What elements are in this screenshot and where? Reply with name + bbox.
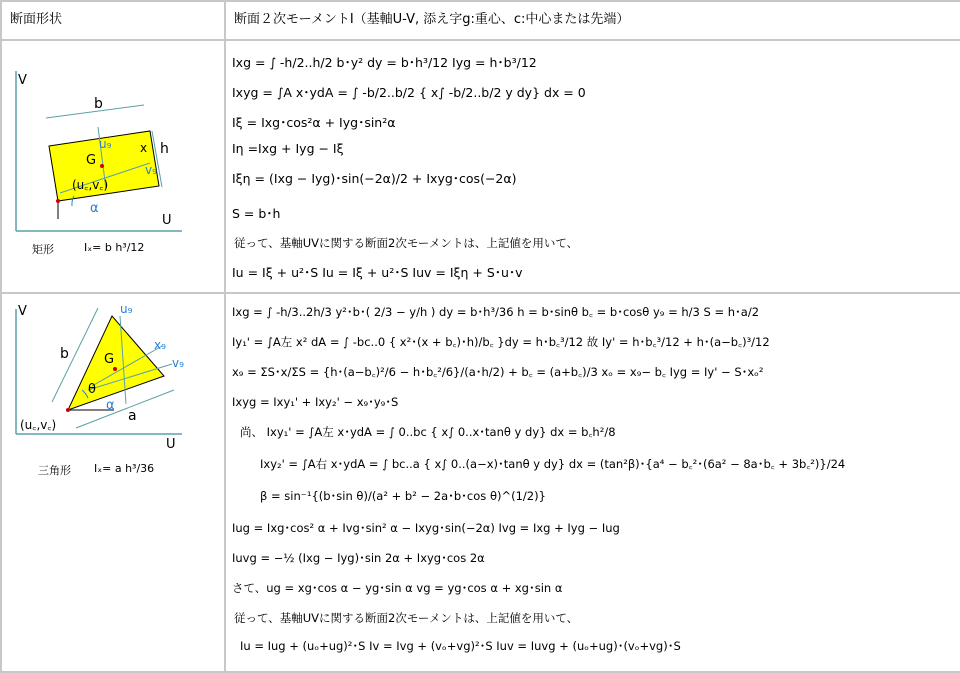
rectangle-ix: Iₓ= b h³/12 bbox=[84, 241, 145, 254]
v-axis-label: V bbox=[18, 73, 27, 88]
formula-note: 従って、基軸UVに関する断面2次モーメントは、上記値を用いて、 bbox=[234, 611, 579, 625]
u-axis-label: U bbox=[166, 437, 176, 452]
centroid-label: G bbox=[86, 153, 97, 168]
v-axis-label: V bbox=[18, 304, 27, 319]
rectangle-row bbox=[1, 40, 960, 293]
formula-line: Iη =Ixg + Iyg − Iξ bbox=[232, 141, 344, 156]
center-label: (u꜀,v꜀) bbox=[72, 178, 109, 192]
rectangle-formulas bbox=[225, 40, 960, 293]
triangle-row bbox=[1, 293, 960, 672]
alpha-label: α bbox=[106, 398, 115, 413]
header-shape: 断面形状 bbox=[1, 1, 225, 40]
triangle-diagram bbox=[2, 294, 208, 671]
xg-label: x₉ bbox=[154, 338, 166, 352]
rectangle-name: 矩形 bbox=[32, 243, 54, 256]
alpha-label: α bbox=[90, 201, 99, 216]
rectangle-figure bbox=[2, 41, 208, 292]
formula-line: Iu = Iug + (uₒ+ug)²･S Iv = Ivg + (vₒ+vg)²･S Iuv = Iuvg + (uₒ+ug)･(vₒ+vg)･S bbox=[240, 639, 681, 653]
triangle-ix: Iₓ= a h³/36 bbox=[94, 462, 155, 475]
formula-line: Iu = Iξ + u²･S Iu = Iξ + u²･S Iuv = Iξη + S･u･v bbox=[232, 265, 523, 280]
formula-line: Ixyg = ∫A x･ydA = ∫ -b/2..b/2 { x∫ -b/2..b/2 y dy} dx = 0 bbox=[232, 85, 586, 100]
formula-line: Iξ = Ixg･cos²α + Iyg･sin²α bbox=[232, 115, 396, 130]
triangle-figure bbox=[2, 294, 208, 671]
vertex-label: (u꜀,v꜀) bbox=[20, 418, 57, 432]
formula-line: Ixg = ∫ -h/3..2h/3 y²･b･( 2/3 − y/h ) dy = b･h³/36 h = b･sinθ b꜀ = b･cosθ y₉ = h/3 S = h･a/2 bbox=[232, 305, 760, 319]
formula-line: Iuvg = −½ (Ixg − Iyg)･sin 2α + Ixyg･cos 2α bbox=[232, 551, 485, 565]
formula-line: Ixyg = Ixy₁' + Ixy₂' − x₉･y₉･S bbox=[232, 395, 399, 409]
vg-label: v₉ bbox=[172, 356, 184, 370]
theta-label: θ bbox=[88, 382, 96, 397]
triangle-formulas bbox=[225, 293, 960, 672]
formula-note: 従って、基軸UVに関する断面2次モーメントは、上記値を用いて、 bbox=[234, 236, 579, 250]
side-a-label: a bbox=[128, 408, 137, 424]
centroid-label: G bbox=[104, 352, 115, 367]
width-label: b bbox=[94, 96, 103, 112]
rectangle-figure-cell bbox=[1, 40, 225, 293]
formula-line: Iug = Ixg･cos² α + Ivg･sin² α − Ixyg･sin(−2α) Ivg = Ixg + Iyg − Iug bbox=[232, 521, 620, 535]
formula-line: S = b･h bbox=[232, 206, 281, 221]
u-axis-label: U bbox=[162, 213, 172, 228]
ug-label: u₉ bbox=[120, 302, 133, 316]
formula-line: Ixg = ∫ -h/2..h/2 b･y² dy = b･h³/12 Iyg = h･b³/12 bbox=[232, 55, 537, 70]
vg-label: v₉ bbox=[145, 163, 157, 177]
formula-line: 尚、 Ixy₁' = ∫A左 x･ydA = ∫ 0..bc { x∫ 0..x･tanθ y dy} dx = b꜀h²/8 bbox=[240, 425, 616, 439]
height-label: h bbox=[160, 141, 169, 157]
header-moment: 断面２次モーメントI（基軸U-V, 添え字g:重心、c:中心または先端） bbox=[225, 1, 960, 40]
formula-line: Iξη = (Ixg − Iyg)･sin(−2α)/2 + Ixyg･cos(−2α) bbox=[232, 171, 517, 186]
formula-line: x₉ = ΣS･x/ΣS = {h･(a−b꜀)²/6 − h･b꜀²/6}/(a･h/2) + b꜀ = (a+b꜀)/3 xₒ = x₉− b꜀ Iyg = Iy' − S･xₒ² bbox=[232, 365, 764, 379]
formula-line: さて、ug = xg･cos α − yg･sin α vg = yg･cos α + xg･sin α bbox=[232, 581, 563, 595]
triangle-figure-cell bbox=[1, 293, 225, 672]
formula-line: β = sin⁻¹{(b･sin θ)/(a² + b² − 2a･b･cos θ)^(1/2)} bbox=[260, 489, 546, 503]
header-row bbox=[1, 1, 960, 40]
formula-line: Iy₁' = ∫A左 x² dA = ∫ -bc..0 { x²･(x + b꜀)･h)/b꜀ }dy = h･b꜀³/12 故 Iy' = h･b꜀³/12 + h･(a−b꜀)³/12 bbox=[232, 335, 770, 349]
x-label: x bbox=[140, 141, 148, 155]
formula-line: Ixy₂' = ∫A右 x･ydA = ∫ bc..a { x∫ 0..(a−x)･tanθ y dy} dx = (tan²β)･{a⁴ − b꜀²･(6a² − 8a･b꜀ + 3b꜀²)}/24 bbox=[260, 457, 846, 471]
ug-label: u₉ bbox=[99, 137, 112, 151]
triangle-name: 三角形 bbox=[38, 464, 71, 477]
side-b-label: b bbox=[60, 346, 69, 362]
